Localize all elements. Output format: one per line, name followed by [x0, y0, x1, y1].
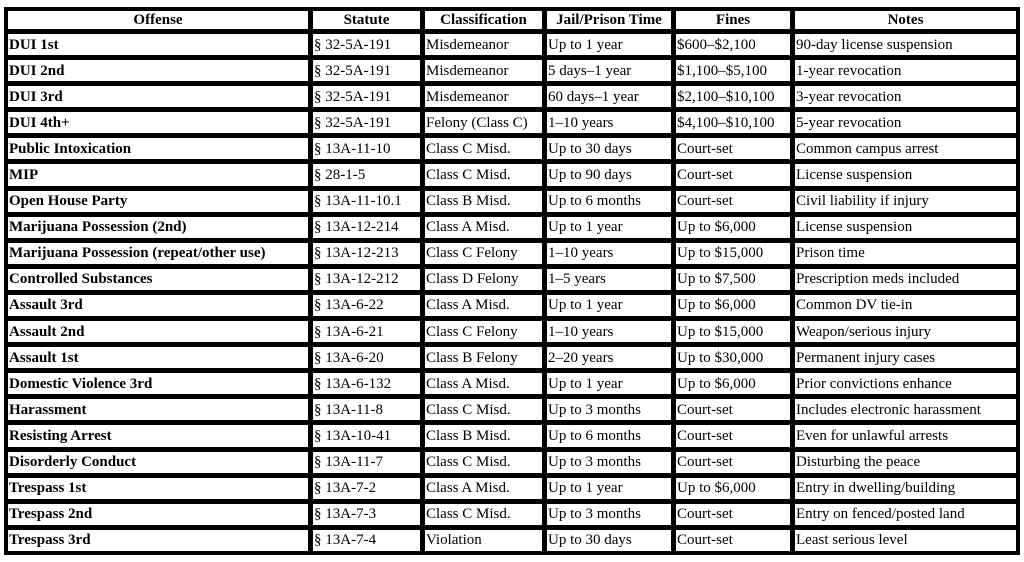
- fines-cell: Up to $15,000: [675, 242, 791, 265]
- table-row: [7, 216, 1017, 239]
- offense-cell: Disorderly Conduct: [7, 451, 309, 474]
- jail-time-cell: 2–20 years: [546, 346, 672, 369]
- notes-cell: 3-year revocation: [794, 85, 1017, 108]
- notes-cell: Common campus arrest: [794, 137, 1017, 160]
- statute-cell: § 13A-11-10.1: [312, 190, 421, 213]
- fines-cell: Court-set: [675, 163, 791, 186]
- fines-cell: Court-set: [675, 451, 791, 474]
- jail-time-cell: 5 days–1 year: [546, 59, 672, 82]
- notes-cell: Disturbing the peace: [794, 451, 1017, 474]
- header-fines: Fines: [675, 10, 791, 30]
- classification-cell: Class C Misd.: [424, 137, 543, 160]
- offense-cell: Assault 3rd: [7, 294, 309, 317]
- notes-cell: Prior convictions enhance: [794, 372, 1017, 395]
- statute-cell: § 13A-6-22: [312, 294, 421, 317]
- classification-cell: Class A Misd.: [424, 477, 543, 500]
- classification-cell: Misdemeanor: [424, 33, 543, 56]
- fines-cell: Court-set: [675, 137, 791, 160]
- table-row: [7, 529, 1017, 552]
- classification-cell: Misdemeanor: [424, 59, 543, 82]
- jail-time-cell: Up to 30 days: [546, 137, 672, 160]
- classification-cell: Class C Misd.: [424, 451, 543, 474]
- notes-cell: Common DV tie-in: [794, 294, 1017, 317]
- classification-cell: Class A Misd.: [424, 294, 543, 317]
- statute-cell: § 13A-12-212: [312, 268, 421, 291]
- notes-cell: Entry on fenced/posted land: [794, 503, 1017, 526]
- statute-cell: § 28-1-5: [312, 163, 421, 186]
- notes-cell: 90-day license suspension: [794, 33, 1017, 56]
- offense-table: [4, 7, 1020, 555]
- table-row: [7, 320, 1017, 343]
- notes-cell: Prescription meds included: [794, 268, 1017, 291]
- notes-cell: Prison time: [794, 242, 1017, 265]
- offense-cell: Assault 2nd: [7, 320, 309, 343]
- offense-cell: Public Intoxication: [7, 137, 309, 160]
- offense-cell: Trespass 1st: [7, 477, 309, 500]
- jail-time-cell: 1–10 years: [546, 320, 672, 343]
- statute-cell: § 32-5A-191: [312, 111, 421, 134]
- statute-cell: § 13A-10-41: [312, 424, 421, 447]
- jail-time-cell: Up to 3 months: [546, 398, 672, 421]
- table-body: [7, 33, 1017, 552]
- statute-cell: § 32-5A-191: [312, 33, 421, 56]
- table-row: [7, 268, 1017, 291]
- notes-cell: 5-year revocation: [794, 111, 1017, 134]
- classification-cell: Class C Felony: [424, 242, 543, 265]
- classification-cell: Class C Misd.: [424, 503, 543, 526]
- header-classification: Classification: [424, 10, 543, 30]
- header-jail-time: Jail/Prison Time: [546, 10, 672, 30]
- jail-time-cell: 1–10 years: [546, 111, 672, 134]
- classification-cell: Class B Misd.: [424, 424, 543, 447]
- jail-time-cell: Up to 3 months: [546, 503, 672, 526]
- fines-cell: Up to $6,000: [675, 477, 791, 500]
- offense-cell: DUI 2nd: [7, 59, 309, 82]
- jail-time-cell: 1–5 years: [546, 268, 672, 291]
- statute-cell: § 13A-7-2: [312, 477, 421, 500]
- notes-cell: Entry in dwelling/building: [794, 477, 1017, 500]
- offense-cell: Trespass 3rd: [7, 529, 309, 552]
- fines-cell: Up to $15,000: [675, 320, 791, 343]
- notes-cell: Even for unlawful arrests: [794, 424, 1017, 447]
- table-row: [7, 424, 1017, 447]
- jail-time-cell: Up to 3 months: [546, 451, 672, 474]
- statute-cell: § 13A-7-3: [312, 503, 421, 526]
- fines-cell: $2,100–$10,100: [675, 85, 791, 108]
- fines-cell: Court-set: [675, 503, 791, 526]
- jail-time-cell: Up to 1 year: [546, 372, 672, 395]
- offense-cell: Open House Party: [7, 190, 309, 213]
- offense-cell: Harassment: [7, 398, 309, 421]
- table-row: [7, 242, 1017, 265]
- statute-cell: § 13A-11-7: [312, 451, 421, 474]
- classification-cell: Class B Felony: [424, 346, 543, 369]
- offense-cell: DUI 1st: [7, 33, 309, 56]
- header-statute: Statute: [312, 10, 421, 30]
- classification-cell: Class C Misd.: [424, 163, 543, 186]
- offense-cell: MIP: [7, 163, 309, 186]
- statute-cell: § 13A-12-214: [312, 216, 421, 239]
- jail-time-cell: Up to 1 year: [546, 216, 672, 239]
- table-row: [7, 59, 1017, 82]
- jail-time-cell: Up to 1 year: [546, 294, 672, 317]
- offense-table-container: [4, 7, 1020, 555]
- offense-cell: Controlled Substances: [7, 268, 309, 291]
- table-row: [7, 503, 1017, 526]
- table-row: [7, 111, 1017, 134]
- statute-cell: § 13A-11-10: [312, 137, 421, 160]
- statute-cell: § 13A-7-4: [312, 529, 421, 552]
- classification-cell: Felony (Class C): [424, 111, 543, 134]
- jail-time-cell: Up to 6 months: [546, 424, 672, 447]
- fines-cell: Up to $30,000: [675, 346, 791, 369]
- notes-cell: Permanent injury cases: [794, 346, 1017, 369]
- notes-cell: 1-year revocation: [794, 59, 1017, 82]
- jail-time-cell: Up to 90 days: [546, 163, 672, 186]
- fines-cell: Up to $6,000: [675, 372, 791, 395]
- offense-cell: DUI 4th+: [7, 111, 309, 134]
- jail-time-cell: Up to 1 year: [546, 477, 672, 500]
- classification-cell: Class C Misd.: [424, 398, 543, 421]
- offense-cell: Trespass 2nd: [7, 503, 309, 526]
- statute-cell: § 32-5A-191: [312, 59, 421, 82]
- notes-cell: License suspension: [794, 216, 1017, 239]
- fines-cell: $4,100–$10,100: [675, 111, 791, 134]
- notes-cell: Weapon/serious injury: [794, 320, 1017, 343]
- fines-cell: Up to $6,000: [675, 216, 791, 239]
- jail-time-cell: Up to 1 year: [546, 33, 672, 56]
- offense-cell: Resisting Arrest: [7, 424, 309, 447]
- statute-cell: § 13A-6-132: [312, 372, 421, 395]
- table-header-row: [7, 10, 1017, 30]
- fines-cell: Court-set: [675, 529, 791, 552]
- offense-cell: Marijuana Possession (repeat/other use): [7, 242, 309, 265]
- table-row: [7, 294, 1017, 317]
- statute-cell: § 13A-6-20: [312, 346, 421, 369]
- classification-cell: Misdemeanor: [424, 85, 543, 108]
- table-row: [7, 451, 1017, 474]
- fines-cell: Court-set: [675, 424, 791, 447]
- fines-cell: Up to $6,000: [675, 294, 791, 317]
- table-row: [7, 190, 1017, 213]
- statute-cell: § 13A-12-213: [312, 242, 421, 265]
- notes-cell: License suspension: [794, 163, 1017, 186]
- notes-cell: Civil liability if injury: [794, 190, 1017, 213]
- classification-cell: Violation: [424, 529, 543, 552]
- classification-cell: Class A Misd.: [424, 372, 543, 395]
- fines-cell: $1,100–$5,100: [675, 59, 791, 82]
- statute-cell: § 32-5A-191: [312, 85, 421, 108]
- statute-cell: § 13A-11-8: [312, 398, 421, 421]
- table-row: [7, 137, 1017, 160]
- classification-cell: Class B Misd.: [424, 190, 543, 213]
- table-row: [7, 163, 1017, 186]
- classification-cell: Class C Felony: [424, 320, 543, 343]
- fines-cell: Court-set: [675, 190, 791, 213]
- offense-cell: Assault 1st: [7, 346, 309, 369]
- header-notes: Notes: [794, 10, 1017, 30]
- table-row: [7, 346, 1017, 369]
- fines-cell: Court-set: [675, 398, 791, 421]
- fines-cell: Up to $7,500: [675, 268, 791, 291]
- table-row: [7, 372, 1017, 395]
- jail-time-cell: 60 days–1 year: [546, 85, 672, 108]
- header-offense: Offense: [7, 10, 309, 30]
- offense-cell: DUI 3rd: [7, 85, 309, 108]
- offense-cell: Marijuana Possession (2nd): [7, 216, 309, 239]
- jail-time-cell: 1–10 years: [546, 242, 672, 265]
- fines-cell: $600–$2,100: [675, 33, 791, 56]
- table-row: [7, 477, 1017, 500]
- notes-cell: Least serious level: [794, 529, 1017, 552]
- table-row: [7, 85, 1017, 108]
- jail-time-cell: Up to 30 days: [546, 529, 672, 552]
- notes-cell: Includes electronic harassment: [794, 398, 1017, 421]
- classification-cell: Class A Misd.: [424, 216, 543, 239]
- statute-cell: § 13A-6-21: [312, 320, 421, 343]
- jail-time-cell: Up to 6 months: [546, 190, 672, 213]
- classification-cell: Class D Felony: [424, 268, 543, 291]
- table-row: [7, 398, 1017, 421]
- table-row: [7, 33, 1017, 56]
- offense-cell: Domestic Violence 3rd: [7, 372, 309, 395]
